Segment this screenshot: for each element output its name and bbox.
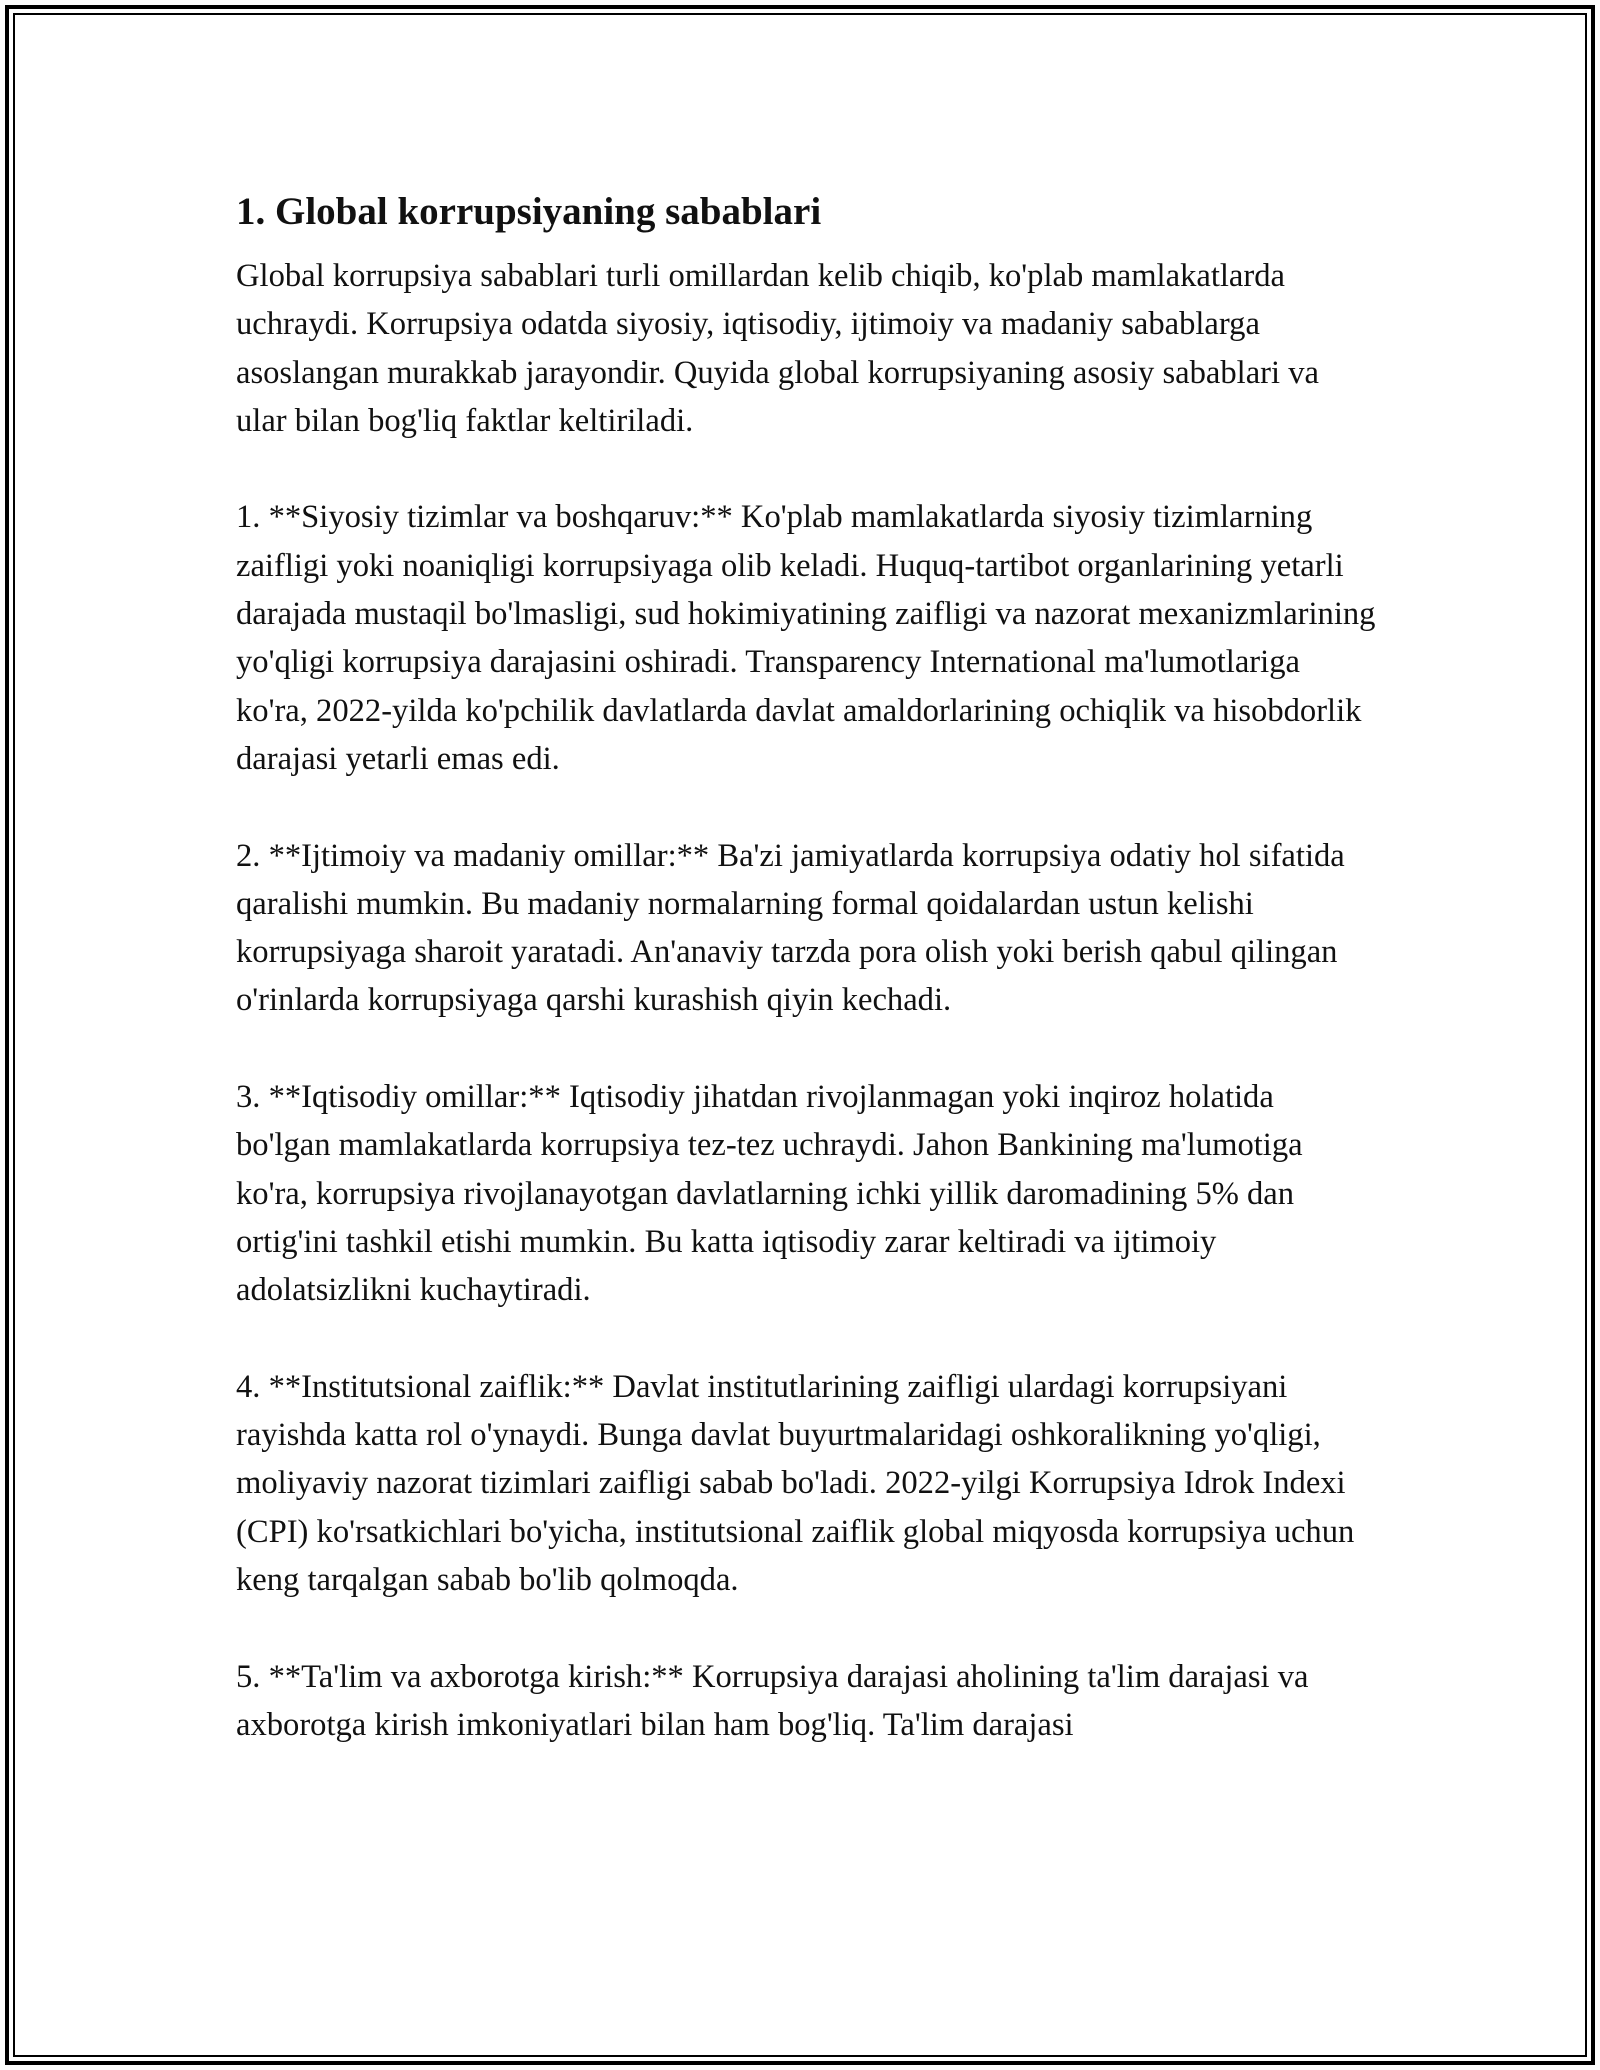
intro-paragraph: Global korrupsiya sabablari turli omillardan kelib chiqib, ko'plab mamlakatlarda uchraydi. Korrupsiya odatda siyosiy, iqtisodiy, ijtimoiy va madaniy sabablarga asoslangan murakkab jarayondir. Quyida global korrupsiyaning asosiy sabablari va ular bilan bog'liq faktlar keltiriladi. bbox=[236, 258, 1319, 439]
paragraph-political-systems: 1. **Siyosiy tizimlar va boshqaruv:** Ko'plab mamlakatlarda siyosiy tizimlarning zaifligi yoki noaniqligi korrupsiyaga olib keladi. Huquq-tartibot organlarining yetarli darajada mustaqil bo'lmasligi, sud hokimiyatining zaifligi va nazorat mexanizmlarining yo'qligi korrupsiya darajasini oshiradi. Transparency International ma'lumotlariga ko'ra, 2022-yilda ko'pchilik davlatlarda davlat amaldorlarining ochiqlik va hisobdorlik darajasi yetarli emas edi. bbox=[236, 499, 1376, 777]
section-heading: 1. Global korrupsiyaning sabablari bbox=[236, 190, 822, 233]
paragraph-social-cultural: 2. **Ijtimoiy va madaniy omillar:** Ba'zi jamiyatlarda korrupsiya odatiy hol sifatida qaralishi mumkin. Bu madaniy normalarning formal qoidalardan ustun kelishi korrupsiyaga sharoit yaratadi. An'anaviy tarzda pora olish yoki berish qabul qilingan o'rinlarda korrupsiyaga qarshi kurashish qiyin kechadi. bbox=[236, 837, 1345, 1019]
paragraph-economic: 3. **Iqtisodiy omillar:** Iqtisodiy jihatdan rivojlanmagan yoki inqiroz holatida bo'lgan mamlakatlarda korrupsiya tez-tez uchraydi. Jahon Bankining ma'lumotiga ko'ra, korrupsiya rivojlanayotgan davlatlarning ichki yillik daromadining 5% dan ortig'ini tashkil etishi mumkin. Bu katta iqtisodiy zarar keltiradi va ijtimoiy adolatsizlikni kuchaytiradi. bbox=[236, 1079, 1303, 1309]
paragraph-institutional: 4. **Institutsional zaiflik:** Davlat institutlarining zaifligi ulardagi korrupsiyani rayishda katta rol o'ynaydi. Bunga davlat buyurtmalaridagi oshkoralikning yo'qligi, moliyaviy nazorat tizimlari zaifligi sabab bo'ladi. 2022-yilgi Korrupsiya Idrok Indexi (CPI) ko'rsatkichlari bo'yicha, institutsional zaiflik global miqyosda korrupsiya uchun keng tarqalgan sabab bo'lib qolmoqda. bbox=[236, 1368, 1355, 1599]
paragraph-education: 5. **Ta'lim va axborotga kirish:** Korrupsiya darajasi aholining ta'lim darajasi va axborotga kirish imkoniyatlari bilan ham bog'liq. Ta'lim darajasi bbox=[236, 1658, 1309, 1743]
document-body bbox=[236, 182, 1376, 1749]
